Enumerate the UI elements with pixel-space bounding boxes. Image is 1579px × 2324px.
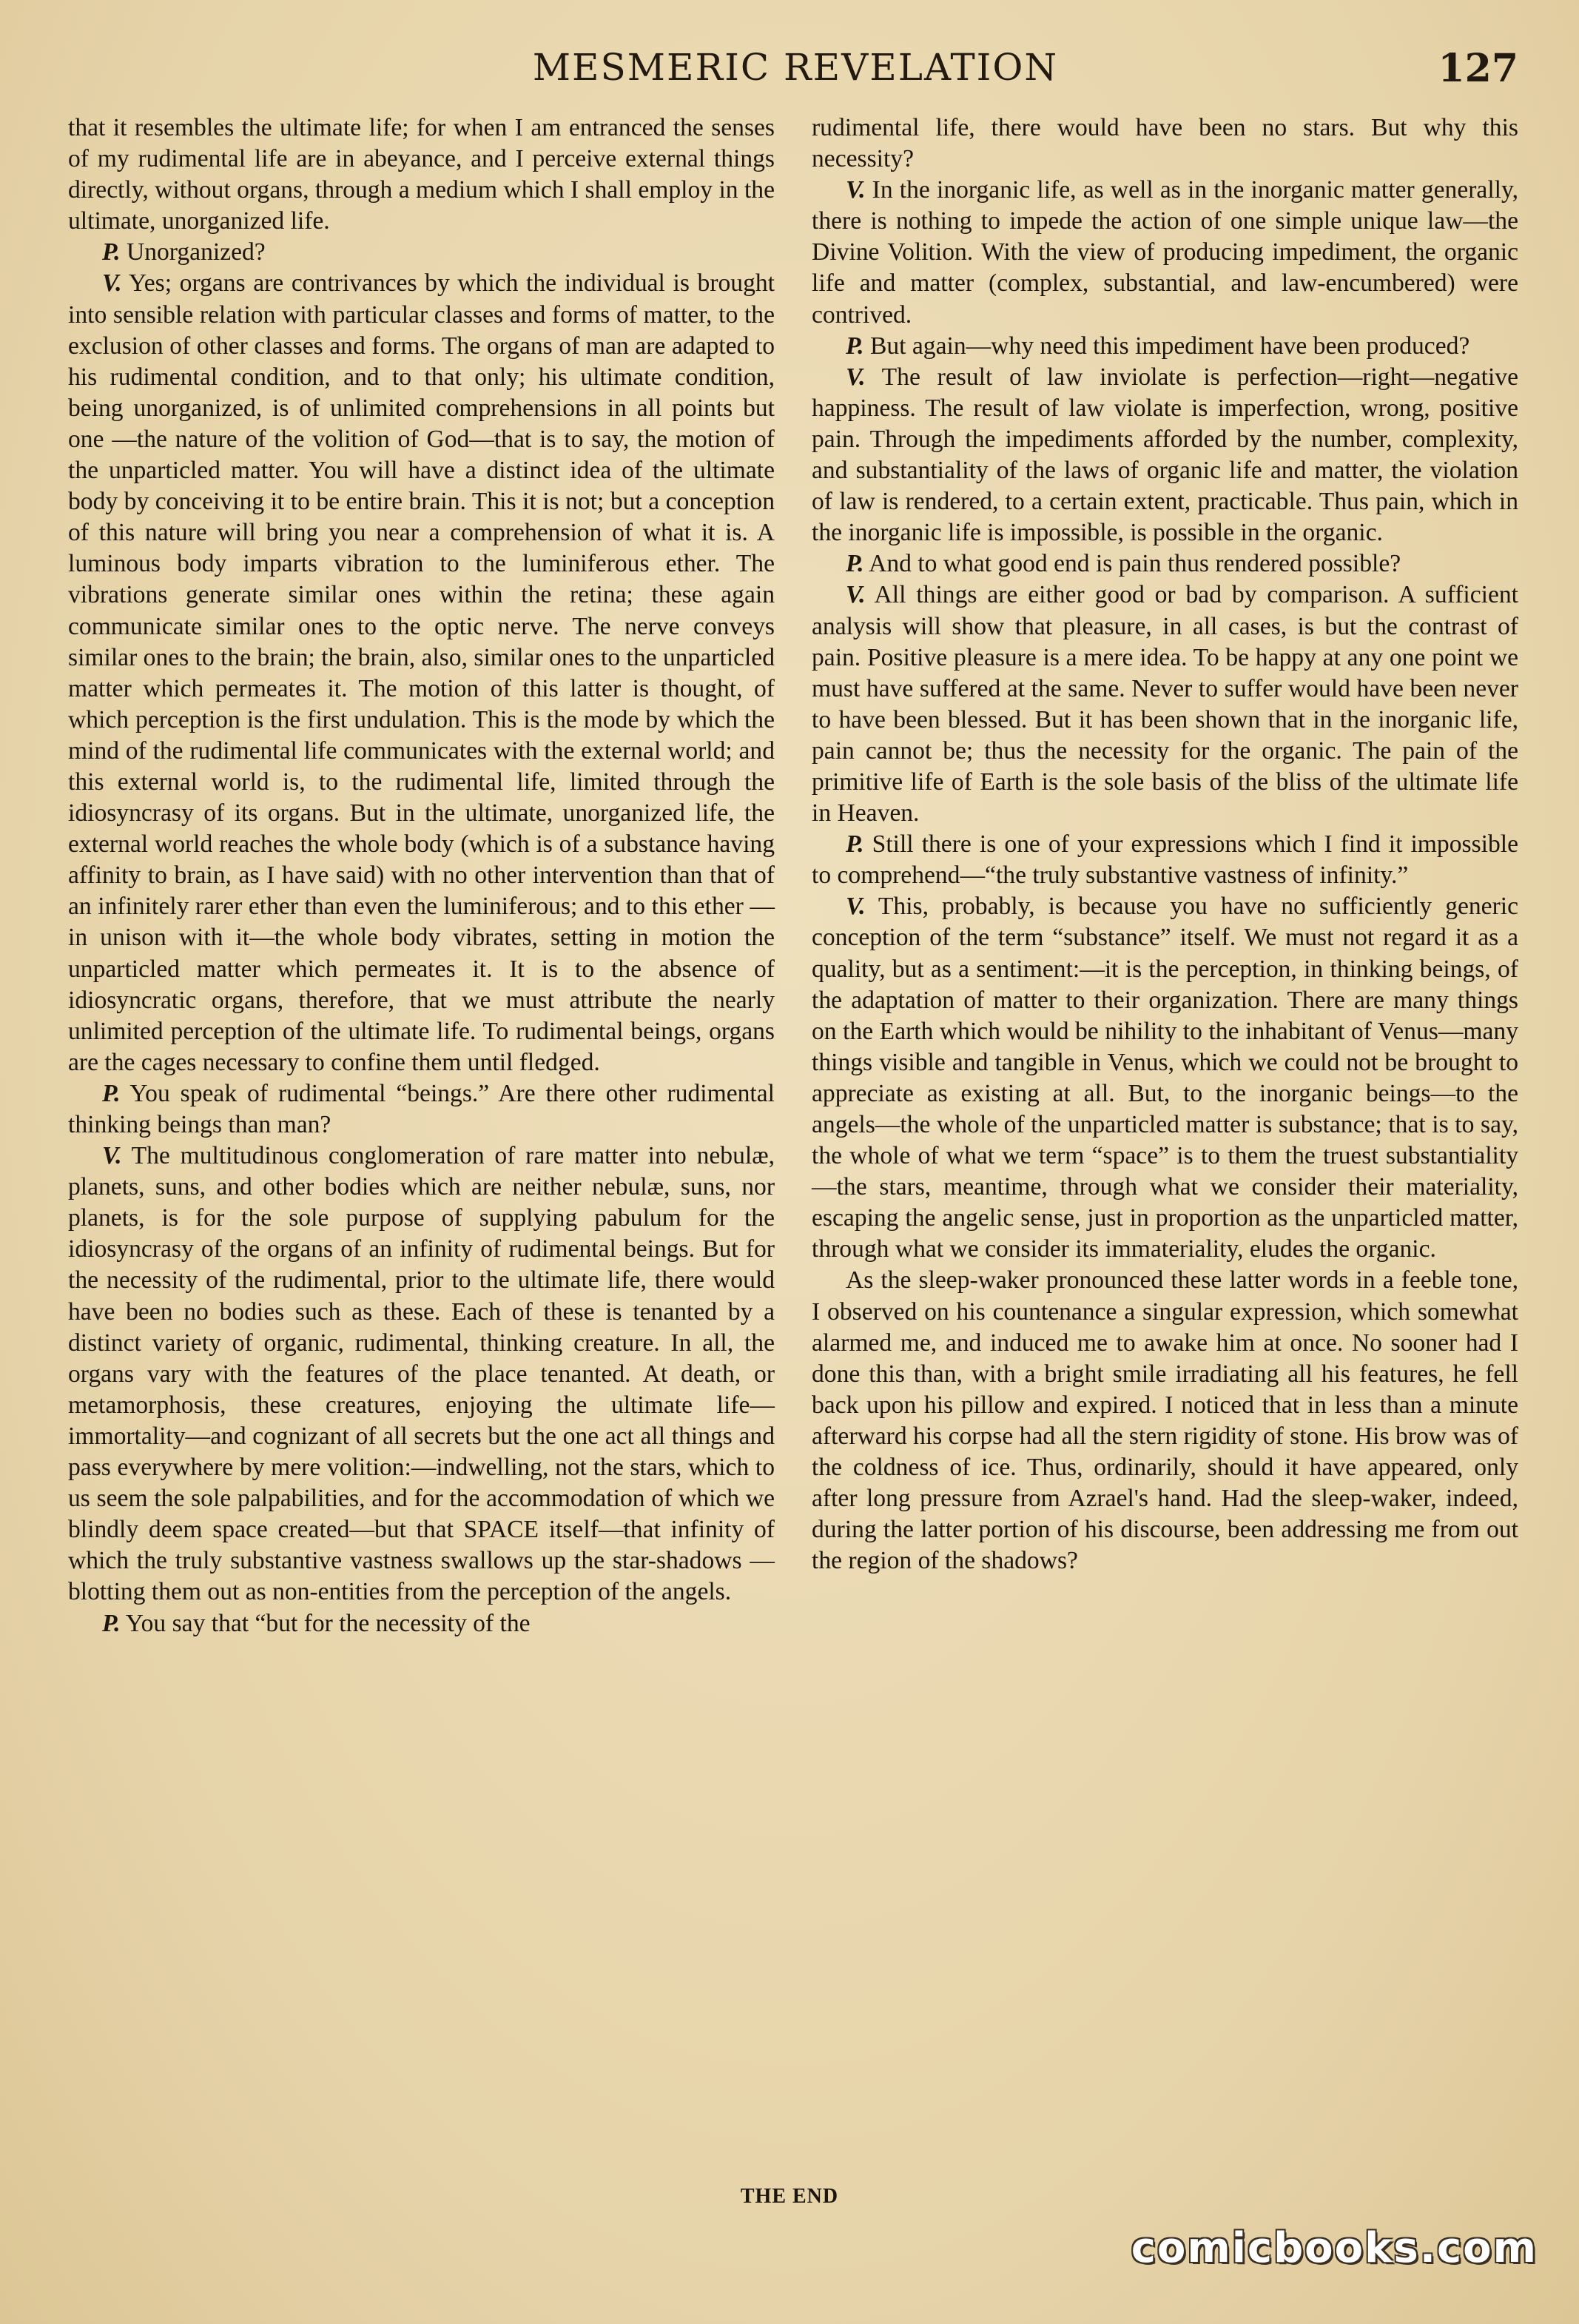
speaker-label: P. xyxy=(102,1079,121,1107)
speaker-label: V. xyxy=(846,893,866,921)
paragraph-text: The multitudinous conglomeration of rare matter into nebulæ, planets, suns, and other bodies which are neither nebulæ, suns, nor planets, is for the sole purpose of supplying pabulum for the idiosyncrasy of the organs of an infinity of rudimental beings. But for the necessity of the rudimental, prior to the ultimate life, there would have been no bodies such as these. Each of these is tenanted by a distinct variety of organic, rudimental, thinking creature. In all, the organs vary with the features of the place tenanted. At death, or metamorphosis, these creatures, enjoying the ultimate life—immortality—and cognizant of all secrets but the one act all things and pass everywhere by mere volition:—indwelling, not the stars, which to us seem the sole palpabilities, and for the accommodation of which we blindly deem space created—but that SPACE itself—that infinity of which the truly substantive vastness swallows up the star-shadows —blotting them out as non-entities from the perception of the angels. xyxy=(68,1142,775,1606)
paragraph xyxy=(812,331,1518,362)
speaker-label: V. xyxy=(846,363,866,391)
watermark-logo: comicbooks.com xyxy=(1131,2224,1538,2272)
paragraph xyxy=(68,237,775,268)
speaker-label: P. xyxy=(102,238,121,266)
paragraph-text: In the inorganic life, as well as in the inorganic matter generally, there is nothing to impede the action of one simple unique law—the Divine Volition. With the view of producing impediment, the organic life and matter (complex, substantial, and law-encumbered) were contrived. xyxy=(812,176,1518,329)
paragraph xyxy=(68,1078,775,1141)
paragraph-text: But again—why need this impediment have been produced? xyxy=(869,332,1470,360)
page-header xyxy=(67,46,1524,112)
paragraph-text: You speak of rudimental “beings.” Are there other rudimental thinking beings than man? xyxy=(68,1079,775,1138)
paragraph-text: All things are either good or bad by comparison. A sufficient analysis will show that pleasure, in all cases, is but the contrast of pain. Positive pleasure is a mere idea. To be happy at any one point we must have suffered at the same. Never to suffer would have been never to have been blessed. But it has been shown that in the inorganic life, pain cannot be; thus the necessity for the organic. The pain of the primitive life of Earth is the sole basis of the bliss of the ultimate life in Heaven. xyxy=(812,581,1518,827)
paragraph xyxy=(812,580,1518,829)
paragraph xyxy=(812,829,1518,891)
paragraph-text: You say that “but for the necessity of the xyxy=(125,1609,531,1637)
speaker-label: V. xyxy=(102,1142,122,1170)
paragraph-text: And to what good end is pain thus rendered possible? xyxy=(869,550,1401,578)
paragraph-text: The result of law inviolate is perfection—right—negative happiness. The result of law violate is imperfection, wrong, positive pain. Through the impediments afforded by the number, complexity, and substantiality of the laws of organic life and matter, the violation of law is rendered, to a certain extent, practicable. Thus pain, which in the inorganic life is impossible, is possible in the organic. xyxy=(812,363,1519,547)
speaker-label: P. xyxy=(846,830,864,859)
paragraph-text: Unorganized? xyxy=(126,238,266,266)
paragraph-text: Yes; organs are contrivances by which the individual is brought into sensible relation with particular classes and forms of matter, to the exclusion of other classes and forms. The organs of man are adapted to his rudimental condition, and to that only; his ultimate condition, being unorganized, is of unlimited comprehensions in all points but one —the nature of the volition of God—that is to say, the motion of the unparticled matter. You will have a distinct idea of the ultimate body by conceiving it to be entire brain. This it is not; but a conception of this nature will bring you near a comprehension of what it is. A luminous body imparts vibration to the luminiferous ether. The vibrations generate similar ones within the retina; these again communicate similar ones to the optic nerve. The nerve conveys similar ones to the brain; the brain, also, similar ones to the unparticled matter which permeates it. The motion of this latter is thought, of which perception is the first undulation. This is the mode by which the mind of the rudimental life communicates with the external world; and this external world is, to the rudimental life, limited through the idiosyncrasy of its organs. But in the ultimate, unorganized life, the external world reaches the whole body (which is of a substance having affinity to brain, as I have said) with no other intervention than that of an infinitely rarer ether than even the luminiferous; and to this ether —in unison with it—the whole body vibrates, setting in motion the unparticled matter which permeates it. It is to the absence of idiosyncratic organs, therefore, that we must attribute the nearly unlimited perception of the ultimate life. To rudimental beings, organs are the cages necessary to confine them until fledged. xyxy=(68,269,775,1076)
speaker-label: P. xyxy=(846,332,864,360)
right-column xyxy=(812,112,1518,1576)
speaker-label: V. xyxy=(102,269,122,298)
paragraph xyxy=(812,891,1518,1265)
paragraph xyxy=(812,175,1518,330)
speaker-label: V. xyxy=(846,581,866,609)
page-number: 127 xyxy=(1438,46,1518,91)
paragraph xyxy=(68,112,775,237)
paragraph-text: As the sleep-waker pronounced these latter words in a feeble tone, I observed on his countenance a singular expression, which somewhat alarmed me, and induced me to awake him at once. No sooner had I done this than, with a bright smile irradiating all his features, he fell back upon his pillow and expired. I noticed that in less than a minute afterward his corpse had all the stern rigidity of stone. His brow was of the coldness of ice. Thus, ordinarily, should it have appeared, only after long pressure from Azrael's hand. Had the sleep-waker, indeed, during the latter portion of his discourse, been addressing me from out the region of the shadows? xyxy=(812,1266,1518,1575)
paragraph-text: that it resembles the ultimate life; for when I am entranced the senses of my rudimental life are in abeyance, and I perceive external things directly, without organs, through a medium which I shall employ in the ultimate, unorganized life. xyxy=(68,114,775,235)
speaker-label: P. xyxy=(846,550,864,578)
paragraph xyxy=(812,362,1518,549)
paragraph xyxy=(68,268,775,1078)
paragraph xyxy=(812,548,1518,580)
left-column xyxy=(68,112,775,1639)
end-mark: THE END xyxy=(740,2185,839,2208)
paragraph-text: This, probably, is because you have no sufficiently generic conception of the term “substance” itself. We must not regard it as a quality, but as a sentiment:—it is the perception, in thinking beings, of the adaptation of matter to their organization. There are many things on the Earth which would be nihility to the inhabitant of Venus—many things visible and tangible in Venus, which we could not be brought to appreciate as existing at all. But, to the inorganic beings—to the angels—the whole of the unparticled matter is substance; that is to say, the whole of what we term “space” is to them the truest substantiality—the stars, meantime, through what we consider their materiality, escaping the angelic sense, just in proportion as the unparticled matter, through what we consider its immateriality, eludes the organic. xyxy=(812,893,1518,1263)
running-head: MESMERIC REVELATION xyxy=(532,46,1059,89)
paragraph xyxy=(68,1608,775,1639)
paragraph-text: rudimental life, there would have been no stars. But why this necessity? xyxy=(812,114,1518,173)
speaker-label: V. xyxy=(846,176,866,204)
paragraph-text: Still there is one of your expressions which I find it impossible to comprehend—“the truly substantive vastness of infinity.” xyxy=(812,830,1518,890)
paragraph xyxy=(812,1265,1518,1576)
paragraph xyxy=(812,112,1518,175)
paragraph xyxy=(68,1141,775,1608)
speaker-label: P. xyxy=(102,1609,121,1637)
